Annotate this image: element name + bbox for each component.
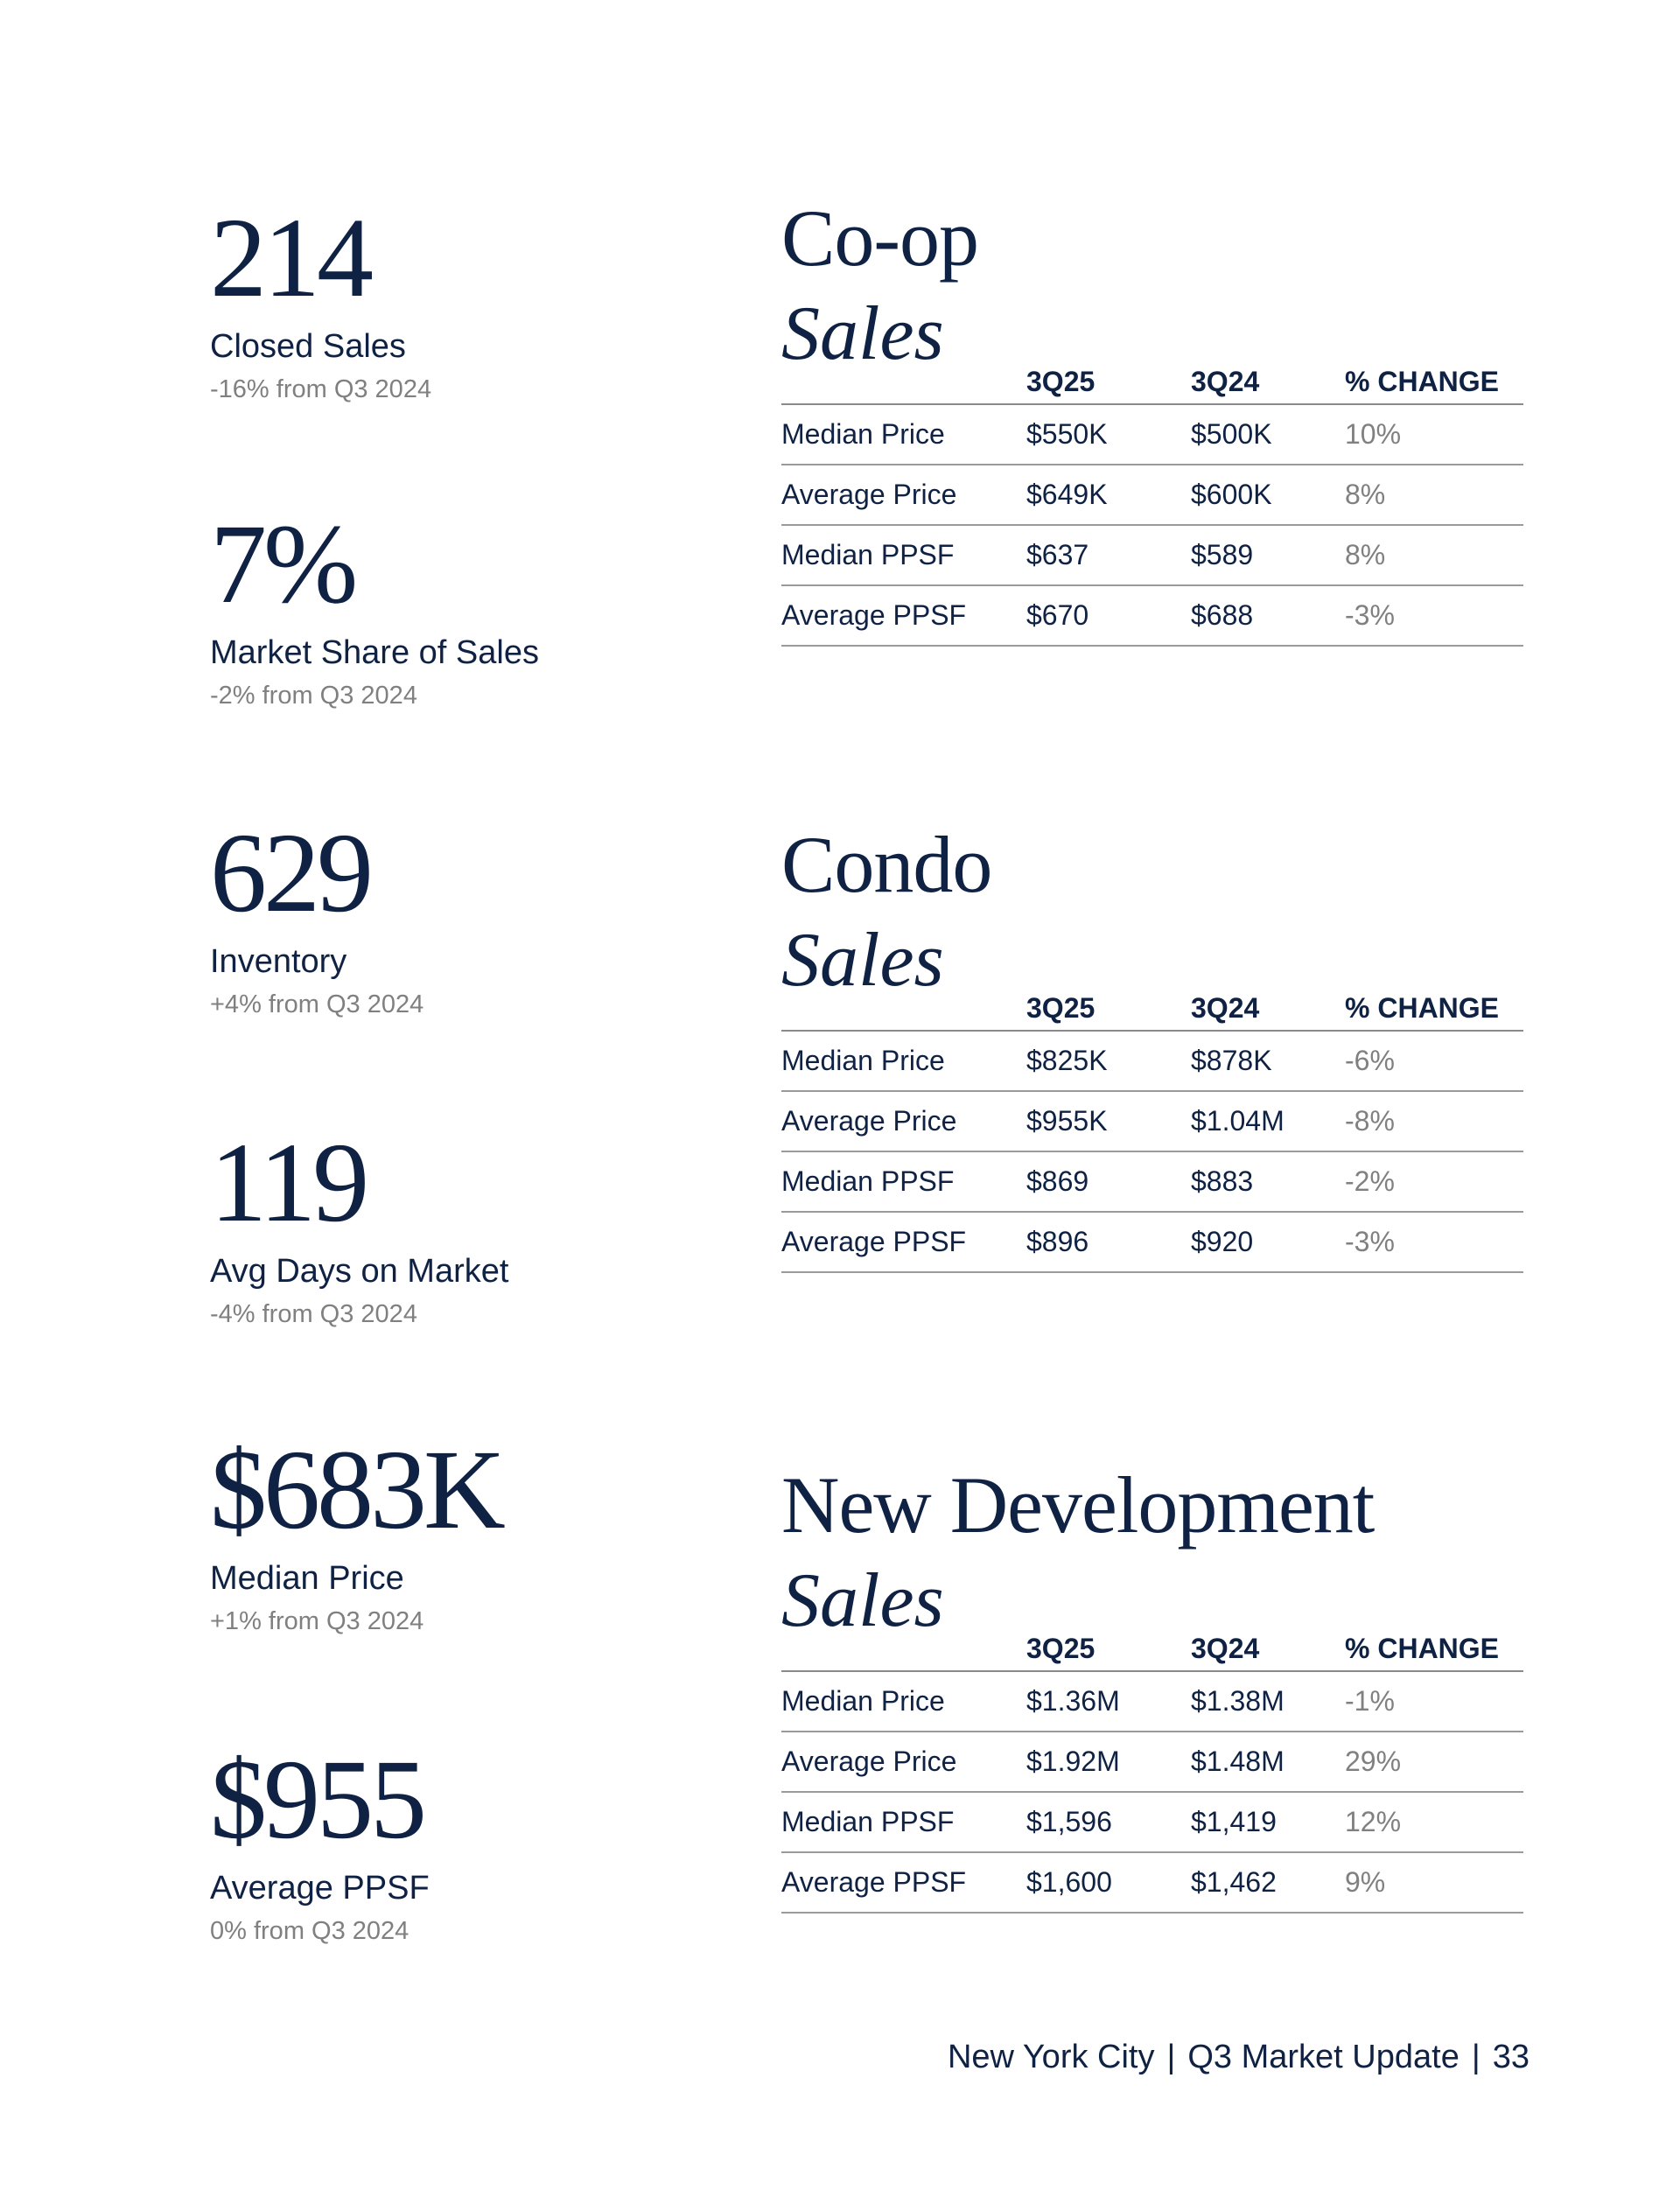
stat-days-on-market	[210, 1120, 509, 1329]
section-subtitle: Sales	[781, 291, 944, 376]
stat-label: Inventory	[210, 943, 347, 980]
new-development-table	[781, 1621, 1523, 1914]
stat-value: $683K	[210, 1427, 502, 1553]
cell-change: -3%	[1345, 1212, 1523, 1272]
cell-prior: $1,462	[1191, 1852, 1345, 1913]
cell-prior: $1,419	[1191, 1792, 1345, 1852]
cell-metric: Average PPSF	[781, 1212, 1026, 1272]
table-row	[781, 1212, 1523, 1272]
footer-separator: |	[1471, 2039, 1480, 2075]
stat-inventory	[210, 810, 424, 1019]
cell-prior: $1.04M	[1191, 1091, 1345, 1151]
table-row	[781, 1671, 1523, 1732]
condo-table	[781, 981, 1523, 1273]
cell-prior: $1.48M	[1191, 1732, 1345, 1792]
cell-change: -6%	[1345, 1031, 1523, 1091]
header-change: % CHANGE	[1345, 981, 1523, 1031]
stat-change: +4% from Q3 2024	[210, 990, 424, 1018]
cell-current: $955K	[1026, 1091, 1191, 1151]
header-prior: 3Q24	[1191, 981, 1345, 1031]
stat-label: Closed Sales	[210, 328, 406, 365]
header-current: 3Q25	[1026, 1621, 1191, 1671]
header-change: % CHANGE	[1345, 354, 1523, 404]
table-header-row	[781, 1621, 1523, 1671]
section-subtitle: Sales	[781, 918, 944, 1003]
cell-metric: Average Price	[781, 465, 1026, 525]
cell-prior: $589	[1191, 525, 1345, 585]
stat-change: -4% from Q3 2024	[210, 1300, 417, 1328]
section-title: Condo	[781, 820, 992, 909]
cell-current: $649K	[1026, 465, 1191, 525]
cell-change: -2%	[1345, 1151, 1523, 1212]
header-change: % CHANGE	[1345, 1621, 1523, 1671]
cell-change: -1%	[1345, 1671, 1523, 1732]
cell-current: $1,596	[1026, 1792, 1191, 1852]
cell-metric: Median Price	[781, 404, 1026, 465]
footer-report: Q3 Market Update	[1187, 2039, 1460, 2075]
cell-metric: Average Price	[781, 1091, 1026, 1151]
cell-current: $670	[1026, 585, 1191, 646]
table-row	[781, 1151, 1523, 1212]
section-title: Co-op	[781, 193, 978, 283]
cell-change: -3%	[1345, 585, 1523, 646]
cell-current: $825K	[1026, 1031, 1191, 1091]
cell-prior: $920	[1191, 1212, 1345, 1272]
cell-metric: Average PPSF	[781, 1852, 1026, 1913]
footer-separator: |	[1166, 2039, 1176, 2075]
stat-change: -2% from Q3 2024	[210, 682, 417, 710]
stat-change: 0% from Q3 2024	[210, 1917, 410, 1945]
table-row	[781, 1091, 1523, 1151]
cell-prior: $688	[1191, 585, 1345, 646]
table-row	[781, 1031, 1523, 1091]
cell-current: $869	[1026, 1151, 1191, 1212]
stat-value: 119	[210, 1120, 367, 1246]
stat-label: Avg Days on Market	[210, 1253, 509, 1290]
cell-metric: Median PPSF	[781, 525, 1026, 585]
cell-current: $550K	[1026, 404, 1191, 465]
stat-closed-sales	[210, 195, 432, 404]
footer-city: New York City	[947, 2039, 1155, 2075]
cell-change: 9%	[1345, 1852, 1523, 1913]
table-row	[781, 404, 1523, 465]
cell-change: 29%	[1345, 1732, 1523, 1792]
cell-metric: Average PPSF	[781, 585, 1026, 646]
table-row	[781, 585, 1523, 646]
section-coop	[781, 194, 1523, 378]
table-row	[781, 1792, 1523, 1852]
cell-metric: Average Price	[781, 1732, 1026, 1792]
header-current: 3Q25	[1026, 354, 1191, 404]
table-row	[781, 1852, 1523, 1913]
header-current: 3Q25	[1026, 981, 1191, 1031]
cell-prior: $883	[1191, 1151, 1345, 1212]
cell-metric: Median PPSF	[781, 1792, 1026, 1852]
page-number: 33	[1492, 2039, 1530, 2075]
cell-change: 12%	[1345, 1792, 1523, 1852]
section-condo	[781, 821, 1523, 1004]
table-row	[781, 1732, 1523, 1792]
coop-table	[781, 354, 1523, 647]
stat-change: +1% from Q3 2024	[210, 1607, 424, 1635]
stat-value: $955	[210, 1737, 424, 1863]
table-header-row	[781, 981, 1523, 1031]
header-metric	[781, 1621, 1026, 1671]
table-header-row	[781, 354, 1523, 404]
table-row	[781, 465, 1523, 525]
stat-value: 214	[210, 195, 370, 321]
header-metric	[781, 354, 1026, 404]
cell-current: $896	[1026, 1212, 1191, 1272]
header-prior: 3Q24	[1191, 1621, 1345, 1671]
cell-metric: Median Price	[781, 1671, 1026, 1732]
stat-value: 7%	[210, 501, 355, 627]
section-new-development	[781, 1461, 1523, 1645]
table-row	[781, 525, 1523, 585]
stat-label: Average PPSF	[210, 1870, 430, 1907]
cell-change: 8%	[1345, 525, 1523, 585]
cell-metric: Median PPSF	[781, 1151, 1026, 1212]
cell-prior: $500K	[1191, 404, 1345, 465]
cell-change: -8%	[1345, 1091, 1523, 1151]
cell-current: $1.92M	[1026, 1732, 1191, 1792]
header-metric	[781, 981, 1026, 1031]
cell-current: $1.36M	[1026, 1671, 1191, 1732]
stat-median-price	[210, 1427, 502, 1636]
section-subtitle: Sales	[781, 1558, 944, 1643]
stat-label: Median Price	[210, 1560, 404, 1597]
stat-label: Market Share of Sales	[210, 634, 539, 671]
stat-value: 629	[210, 810, 370, 936]
cell-prior: $1.38M	[1191, 1671, 1345, 1732]
page-footer	[948, 2039, 1530, 2076]
section-title: New Development	[781, 1460, 1375, 1550]
cell-metric: Median Price	[781, 1031, 1026, 1091]
header-prior: 3Q24	[1191, 354, 1345, 404]
stat-market-share	[210, 501, 539, 710]
cell-prior: $878K	[1191, 1031, 1345, 1091]
stat-average-ppsf	[210, 1737, 430, 1946]
cell-current: $637	[1026, 525, 1191, 585]
cell-change: 8%	[1345, 465, 1523, 525]
stat-change: -16% from Q3 2024	[210, 375, 432, 403]
cell-prior: $600K	[1191, 465, 1345, 525]
cell-current: $1,600	[1026, 1852, 1191, 1913]
cell-change: 10%	[1345, 404, 1523, 465]
